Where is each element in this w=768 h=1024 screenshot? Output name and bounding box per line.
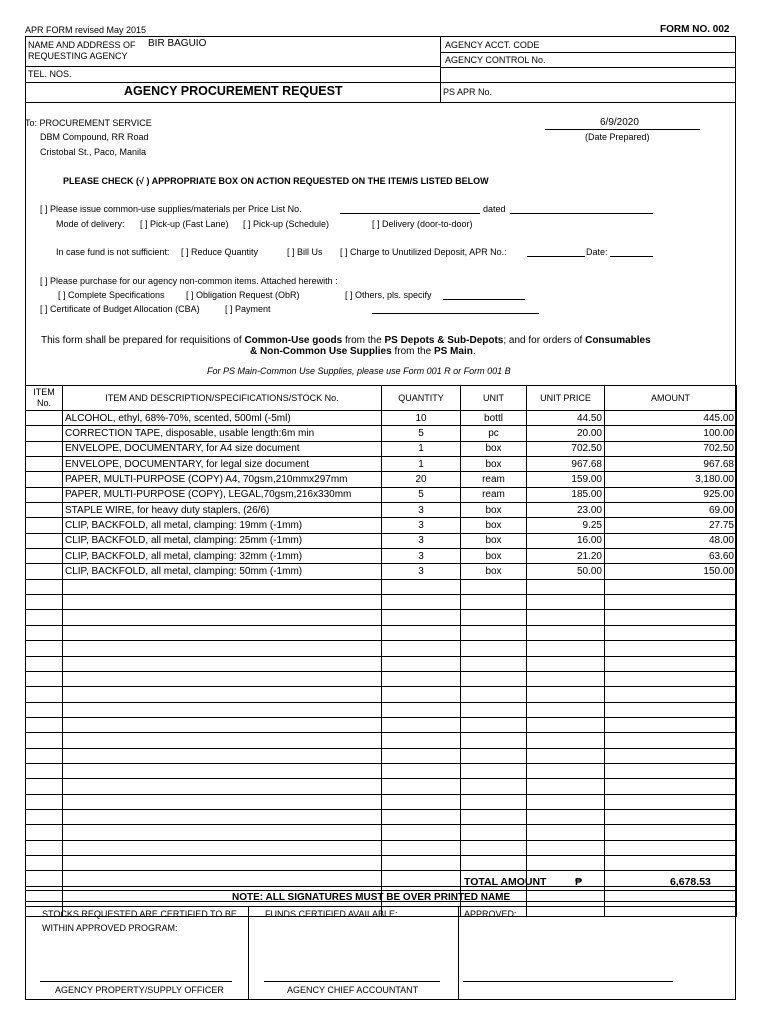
table-row [26,457,737,472]
item-description [63,579,382,594]
item-unit: box [461,533,527,548]
item-description: CLIP, BACKFOLD, all metal, clamping: 32mm (-1mm) [63,549,382,564]
item-unit-price [527,671,605,686]
item-unit-price: 159.00 [527,472,605,487]
item-unit-price [527,702,605,717]
item-number [26,579,63,594]
item-unit-price [527,717,605,732]
purchase-option[interactable]: [ ] Please purchase for our agency non-common items. Attached herewith : [40,276,338,286]
item-unit: ream [461,487,527,502]
agency-name-label: NAME AND ADDRESS OF [28,40,136,50]
item-description [63,702,382,717]
table-row [26,641,737,656]
item-description [63,779,382,794]
item-description [63,717,382,732]
item-number [26,779,63,794]
item-number [26,518,63,533]
item-unit-price [527,656,605,671]
item-amount: 702.50 [605,441,737,456]
table-row [26,564,737,579]
item-amount [605,717,737,732]
item-unit-price [527,610,605,625]
item-description [63,625,382,640]
item-number [26,717,63,732]
form-revision: APR FORM revised May 2015 [25,25,147,35]
table-row [26,763,737,778]
item-unit-price [527,687,605,702]
item-unit [461,779,527,794]
agency-name-label-2: REQUESTING AGENCY [28,51,128,61]
item-quantity: 3 [382,503,461,518]
table-row [26,625,737,640]
item-description: PAPER, MULTI-PURPOSE (COPY), LEGAL,70gsm,216x330mm [63,487,382,502]
complete-specs-option[interactable]: [ ] Complete Specifications [58,290,165,300]
table-row [26,748,737,763]
item-amount [605,748,737,763]
item-number [26,702,63,717]
item-number [26,487,63,502]
item-number [26,411,63,426]
table-row [26,733,737,748]
item-unit-price [527,641,605,656]
item-unit [461,687,527,702]
item-quantity: 3 [382,564,461,579]
item-unit: box [461,564,527,579]
item-quantity [382,625,461,640]
reduce-quantity-option[interactable]: [ ] Reduce Quantity [181,247,259,257]
item-amount [605,641,737,656]
table-row [26,411,737,426]
item-number [26,564,63,579]
item-quantity [382,855,461,870]
item-unit [461,748,527,763]
insufficient-label: In case fund is not sufficient: [56,247,170,257]
item-description [63,656,382,671]
item-quantity [382,641,461,656]
item-quantity [382,809,461,824]
item-description [63,794,382,809]
item-quantity [382,871,461,886]
item-description: ENVELOPE, DOCUMENTARY, for A4 size document [63,441,382,456]
item-quantity [382,825,461,840]
item-number [26,886,63,901]
item-quantity: 5 [382,426,461,441]
item-amount: 3,180.00 [605,472,737,487]
item-unit-price: 44.50 [527,411,605,426]
item-amount [605,825,737,840]
item-unit-price [527,902,605,917]
item-unit [461,595,527,610]
mode-of-delivery-label: Mode of delivery: [56,219,125,229]
item-number [26,503,63,518]
to-line-1: To: PROCUREMENT SERVICE [25,118,152,128]
issue-option: [ ] Please issue common-use supplies/materials per Price List No. [40,204,302,214]
item-unit [461,733,527,748]
header-description: ITEM AND DESCRIPTION/SPECIFICATIONS/STOCK No. [63,386,382,411]
table-row [26,825,737,840]
header-unit-price: UNIT PRICE [527,386,605,411]
item-description [63,763,382,778]
item-quantity: 3 [382,518,461,533]
item-description [63,809,382,824]
item-quantity [382,717,461,732]
item-amount [605,779,737,794]
item-description [63,825,382,840]
item-quantity [382,763,461,778]
item-quantity: 10 [382,411,461,426]
item-number [26,625,63,640]
item-quantity [382,702,461,717]
item-quantity: 3 [382,533,461,548]
table-row [26,503,737,518]
item-number [26,840,63,855]
mode-delivery[interactable]: [ ] Delivery (door-to-door) [372,219,473,229]
page-title: AGENCY PROCUREMENT REQUEST [124,84,343,98]
item-number [26,687,63,702]
funds-certified-label: FUNDS CERTIFIED AVAILABLE: [265,909,398,919]
item-quantity [382,733,461,748]
item-number [26,472,63,487]
item-amount [605,840,737,855]
table-row [26,794,737,809]
item-amount [605,610,737,625]
item-amount: 48.00 [605,533,737,548]
mode-schedule[interactable]: [ ] Pick-up (Schedule) [243,219,330,229]
item-unit-price [527,579,605,594]
item-number [26,549,63,564]
item-unit [461,656,527,671]
item-description: CLIP, BACKFOLD, all metal, clamping: 19mm (-1mm) [63,518,382,533]
item-description [63,687,382,702]
preparation-note-line-2: & Non-Common Use Supplies from the PS Main. [250,346,476,357]
approved-label: APPROVED: [464,909,517,919]
header-quantity: QUANTITY [382,386,461,411]
item-unit [461,809,527,824]
item-number [26,809,63,824]
item-number [26,871,63,886]
item-unit-price [527,763,605,778]
total-amount-label: TOTAL AMOUNT [464,876,547,888]
agency-control-label: AGENCY CONTROL No. [445,55,546,65]
item-quantity [382,579,461,594]
item-number [26,441,63,456]
item-number [26,733,63,748]
item-unit-price: 21.20 [527,549,605,564]
item-description [63,871,382,886]
item-unit-price [527,855,605,870]
item-amount [605,595,737,610]
item-description: PAPER, MULTI-PURPOSE (COPY) A4, 70gsm,210mmx297mm [63,472,382,487]
table-row [26,441,737,456]
date-prepared-value: 6/9/2020 [600,117,639,128]
item-amount [605,579,737,594]
item-unit-price: 185.00 [527,487,605,502]
item-quantity: 5 [382,487,461,502]
item-description [63,671,382,686]
header-item-no: ITEM No. [26,386,63,411]
ps-main-note: For PS Main-Common Use Supplies, please use Form 001 R or Form 001 B [207,366,511,376]
item-number [26,426,63,441]
ps-apr-label: PS APR No. [443,87,493,97]
table-row [26,472,737,487]
item-unit-price [527,886,605,901]
item-description: CORRECTION TAPE, disposable, usable length:6m min [63,426,382,441]
item-number [26,763,63,778]
item-quantity [382,840,461,855]
item-unit-price: 967.68 [527,457,605,472]
item-unit [461,717,527,732]
item-quantity [382,671,461,686]
item-description: ALCOHOL, ethyl, 68%-70%, scented, 500ml (-5ml) [63,411,382,426]
item-unit [461,610,527,625]
item-amount: 63.60 [605,549,737,564]
item-unit [461,794,527,809]
item-unit: box [461,549,527,564]
item-description [63,733,382,748]
item-unit [461,702,527,717]
item-amount [605,656,737,671]
header-amount: AMOUNT [605,386,737,411]
item-unit: box [461,518,527,533]
form-number: FORM NO. 002 [660,24,730,35]
item-description: CLIP, BACKFOLD, all metal, clamping: 50mm (-1mm) [63,564,382,579]
item-unit-price: 23.00 [527,503,605,518]
item-number [26,457,63,472]
item-unit: pc [461,426,527,441]
table-row [26,809,737,824]
item-amount [605,902,737,917]
payment-option[interactable]: [ ] Payment [225,304,271,314]
table-row [26,717,737,732]
item-description [63,595,382,610]
item-unit [461,579,527,594]
item-unit-price [527,625,605,640]
table-row [26,595,737,610]
item-amount [605,687,737,702]
item-unit-price: 16.00 [527,533,605,548]
item-quantity: 20 [382,472,461,487]
table-row [26,656,737,671]
item-amount: 100.00 [605,426,737,441]
item-quantity [382,748,461,763]
check-instruction: PLEASE CHECK (√ ) APPROPRIATE BOX ON ACTION REQUESTED ON THE ITEM/S LISTED BELOW [63,176,489,186]
item-amount: 150.00 [605,564,737,579]
table-row [26,487,737,502]
table-row [26,687,737,702]
signature-note: NOTE: ALL SIGNATURES MUST BE OVER PRINTED NAME [232,892,511,903]
item-number [26,825,63,840]
item-description [63,855,382,870]
item-description: STAPLE WIRE, for heavy duty staplers, (26/6) [63,503,382,518]
item-number [26,794,63,809]
item-amount [605,733,737,748]
mode-fast-lane[interactable]: [ ] Pick-up (Fast Lane) [140,219,229,229]
deposit-date-label: Date: [586,247,608,257]
item-unit-price: 9.25 [527,518,605,533]
item-unit-price [527,840,605,855]
item-description [63,748,382,763]
item-description [63,641,382,656]
item-amount: 925.00 [605,487,737,502]
item-description: ENVELOPE, DOCUMENTARY, for legal size document [63,457,382,472]
item-unit-price [527,794,605,809]
table-row [26,549,737,564]
item-unit-price: 50.00 [527,564,605,579]
item-number [26,641,63,656]
item-number [26,855,63,870]
item-quantity [382,779,461,794]
table-row [26,579,737,594]
item-amount: 445.00 [605,411,737,426]
item-number [26,656,63,671]
item-quantity [382,595,461,610]
item-unit: box [461,457,527,472]
item-number [26,671,63,686]
item-quantity [382,687,461,702]
table-row [26,671,737,686]
item-amount [605,794,737,809]
item-quantity [382,656,461,671]
item-unit [461,825,527,840]
preparation-note-line-1: This form shall be prepared for requisitions of Common-Use goods from the PS Depots & Sub-Depots; and for orders of Consumables [41,335,651,346]
others-option[interactable]: [ ] Others, pls. specify [345,290,432,300]
table-row [26,855,737,870]
charge-deposit-option[interactable]: [ ] Charge to Unutilized Deposit, APR No.: [340,247,507,257]
item-unit: ream [461,472,527,487]
item-unit-price [527,595,605,610]
item-unit [461,671,527,686]
chief-accountant-label: AGENCY CHIEF ACCOUNTANT [287,985,419,995]
item-unit [461,763,527,778]
table-row [26,518,737,533]
item-amount [605,855,737,870]
item-amount [605,702,737,717]
property-officer-label: AGENCY PROPERTY/SUPPLY OFFICER [55,985,224,995]
agency-acct-code-label: AGENCY ACCT. CODE [445,40,540,50]
table-row [26,533,737,548]
item-amount [605,886,737,901]
item-number [26,610,63,625]
item-number [26,533,63,548]
item-unit: box [461,503,527,518]
item-amount: 27.75 [605,518,737,533]
item-amount: 69.00 [605,503,737,518]
item-unit: box [461,441,527,456]
items-table [25,385,737,917]
item-number [26,748,63,763]
item-description [63,840,382,855]
currency-symbol: ₱ [575,876,583,888]
table-row [26,840,737,855]
item-amount [605,671,737,686]
item-unit-price [527,809,605,824]
item-unit-price [527,825,605,840]
table-row [26,702,737,717]
item-description: CLIP, BACKFOLD, all metal, clamping: 25mm (-1mm) [63,533,382,548]
to-line-3: Cristobal St., Paco, Manila [40,147,147,157]
item-amount [605,625,737,640]
dated-label: dated [483,204,506,214]
item-unit-price [527,779,605,794]
date-prepared-label: (Date Prepared) [585,132,650,142]
total-amount-value: 6,678.53 [670,876,711,888]
item-unit-price [527,733,605,748]
table-row [26,779,737,794]
item-unit-price: 20.00 [527,426,605,441]
table-row [26,610,737,625]
item-unit [461,840,527,855]
item-amount [605,763,737,778]
stocks-certified-line-2: WITHIN APPROVED PROGRAM: [42,923,178,933]
item-description [63,610,382,625]
tel-label: TEL. NOS. [28,69,72,79]
header-unit: UNIT [461,386,527,411]
stocks-certified-line-1: STOCKS REQUESTED ARE CERTIFIED TO BE [42,909,237,919]
item-unit-price [527,748,605,763]
item-unit [461,625,527,640]
item-quantity: 1 [382,457,461,472]
to-line-2: DBM Compound, RR Road [40,132,149,142]
cba-option[interactable]: [ ] Certificate of Budget Allocation (CBA) [40,304,200,314]
item-amount: 967.68 [605,457,737,472]
item-number [26,595,63,610]
obr-option[interactable]: [ ] Obligation Request (ObR) [186,290,300,300]
item-quantity: 3 [382,549,461,564]
agency-name-value: BIR BAGUIO [148,38,207,49]
item-unit-price: 702.50 [527,441,605,456]
item-quantity [382,610,461,625]
item-quantity [382,794,461,809]
bill-us-option[interactable]: [ ] Bill Us [287,247,323,257]
item-amount [605,809,737,824]
item-unit [461,855,527,870]
table-header-row [26,386,737,411]
table-row [26,871,737,886]
item-unit [461,641,527,656]
item-quantity: 1 [382,441,461,456]
table-row [26,426,737,441]
item-unit: bottl [461,411,527,426]
